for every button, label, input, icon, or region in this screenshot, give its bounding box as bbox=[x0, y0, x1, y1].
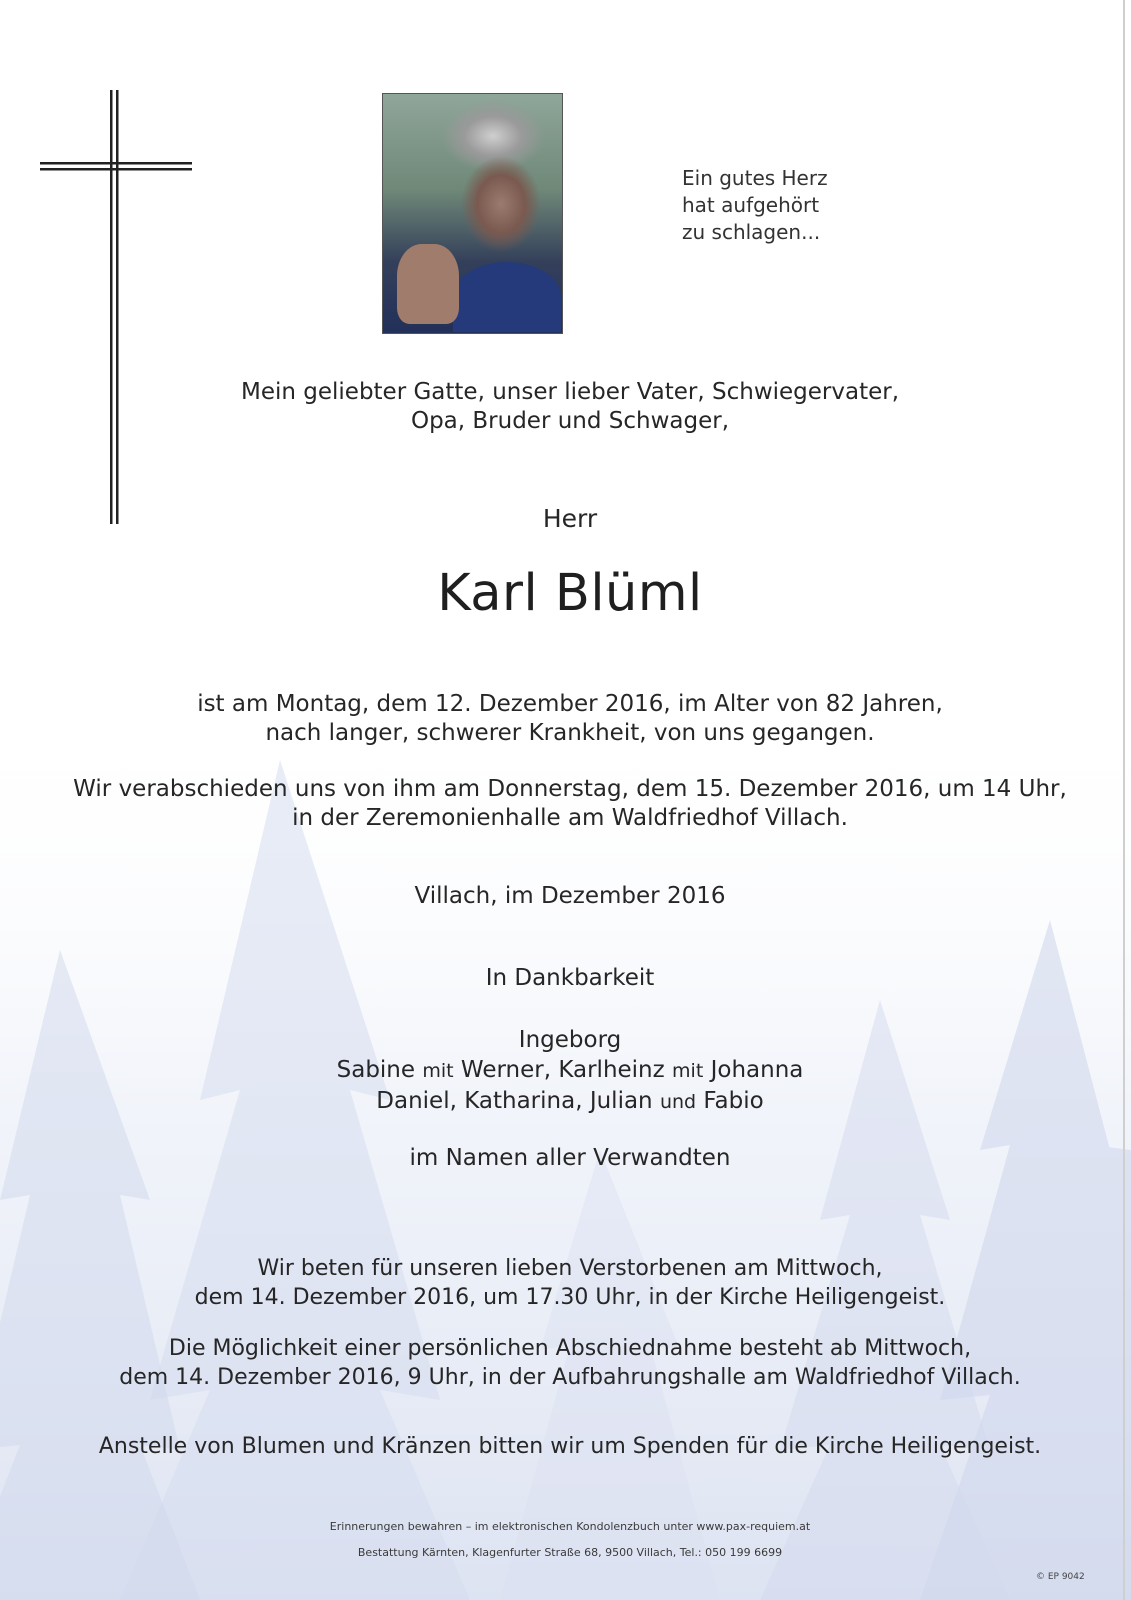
family-connector: und bbox=[659, 1091, 697, 1113]
viewing-line: dem 14. Dezember 2016, 9 Uhr, in der Aufbahrungshalle am Waldfriedhof Villach. bbox=[119, 1365, 1021, 1390]
family-name: Werner, Karlheinz bbox=[460, 1057, 665, 1083]
viewing-line: Die Möglichkeit einer persönlichen Abschiednahme besteht ab Mittwoch, bbox=[168, 1336, 972, 1361]
family-name: Fabio bbox=[703, 1088, 764, 1114]
prayer-line: dem 14. Dezember 2016, um 17.30 Uhr, in der Kirche Heiligengeist. bbox=[194, 1285, 946, 1310]
intro-line: Opa, Bruder und Schwager, bbox=[410, 408, 730, 434]
donation-notice: Anstelle von Blumen und Kränzen bitten wir um Spenden für die Kirche Heiligengeist. bbox=[98, 1434, 1042, 1459]
passing-line: nach langer, schwerer Krankheit, von uns gegangen. bbox=[265, 720, 875, 746]
family-name: Daniel, Katharina, Julian bbox=[376, 1088, 653, 1114]
family-line bbox=[70, 1086, 1070, 1117]
prayer-notice bbox=[70, 1254, 1070, 1312]
footer bbox=[70, 1514, 1070, 1566]
relatives: im Namen aller Verwandten bbox=[409, 1145, 731, 1171]
place-date: Villach, im Dezember 2016 bbox=[414, 883, 726, 909]
prayer-line: Wir beten für unseren lieben Verstorbenen am Mittwoch, bbox=[257, 1256, 883, 1281]
portrait-hand bbox=[397, 244, 459, 324]
page-edge bbox=[1123, 0, 1125, 1600]
portrait-photo bbox=[382, 93, 563, 334]
family-line: Ingeborg bbox=[518, 1027, 622, 1053]
passing-notice bbox=[70, 690, 1070, 748]
motto-line: Ein gutes Herz bbox=[682, 166, 828, 190]
passing-line: ist am Montag, dem 12. Dezember 2016, im Alter von 82 Jahren, bbox=[197, 691, 943, 717]
viewing-notice bbox=[70, 1334, 1070, 1392]
farewell-line: Wir verabschieden uns von ihm am Donnerstag, dem 15. Dezember 2016, um 14 Uhr, bbox=[73, 776, 1067, 802]
intro-text bbox=[70, 378, 1070, 436]
family-line bbox=[70, 1055, 1070, 1086]
farewell-line: in der Zeremonienhalle am Waldfriedhof Villach. bbox=[292, 805, 848, 831]
motto-line: zu schlagen... bbox=[682, 220, 821, 244]
deceased-name: Karl Blüml bbox=[437, 564, 703, 623]
print-code: © EP 9042 bbox=[1036, 1572, 1085, 1582]
gratitude: In Dankbarkeit bbox=[485, 965, 655, 991]
footer-line: Erinnerungen bewahren – im elektronischen Kondolenzbuch unter www.pax-requiem.at bbox=[329, 1520, 811, 1533]
family-name: Johanna bbox=[710, 1057, 804, 1083]
portrait-shoulder bbox=[453, 262, 561, 332]
farewell-notice bbox=[70, 775, 1070, 833]
salutation: Herr bbox=[542, 504, 598, 533]
motto-line: hat aufgehört bbox=[682, 193, 820, 217]
intro-line: Mein geliebter Gatte, unser lieber Vater, Schwiegervater, bbox=[240, 379, 900, 405]
motto bbox=[682, 165, 902, 246]
cross-icon bbox=[40, 90, 192, 524]
footer-line: Bestattung Kärnten, Klagenfurter Straße 68, 9500 Villach, Tel.: 050 199 6699 bbox=[357, 1546, 783, 1559]
family-list bbox=[70, 1025, 1070, 1117]
family-connector: mit bbox=[422, 1060, 454, 1082]
family-name: Sabine bbox=[336, 1057, 416, 1083]
family-connector: mit bbox=[672, 1060, 704, 1082]
